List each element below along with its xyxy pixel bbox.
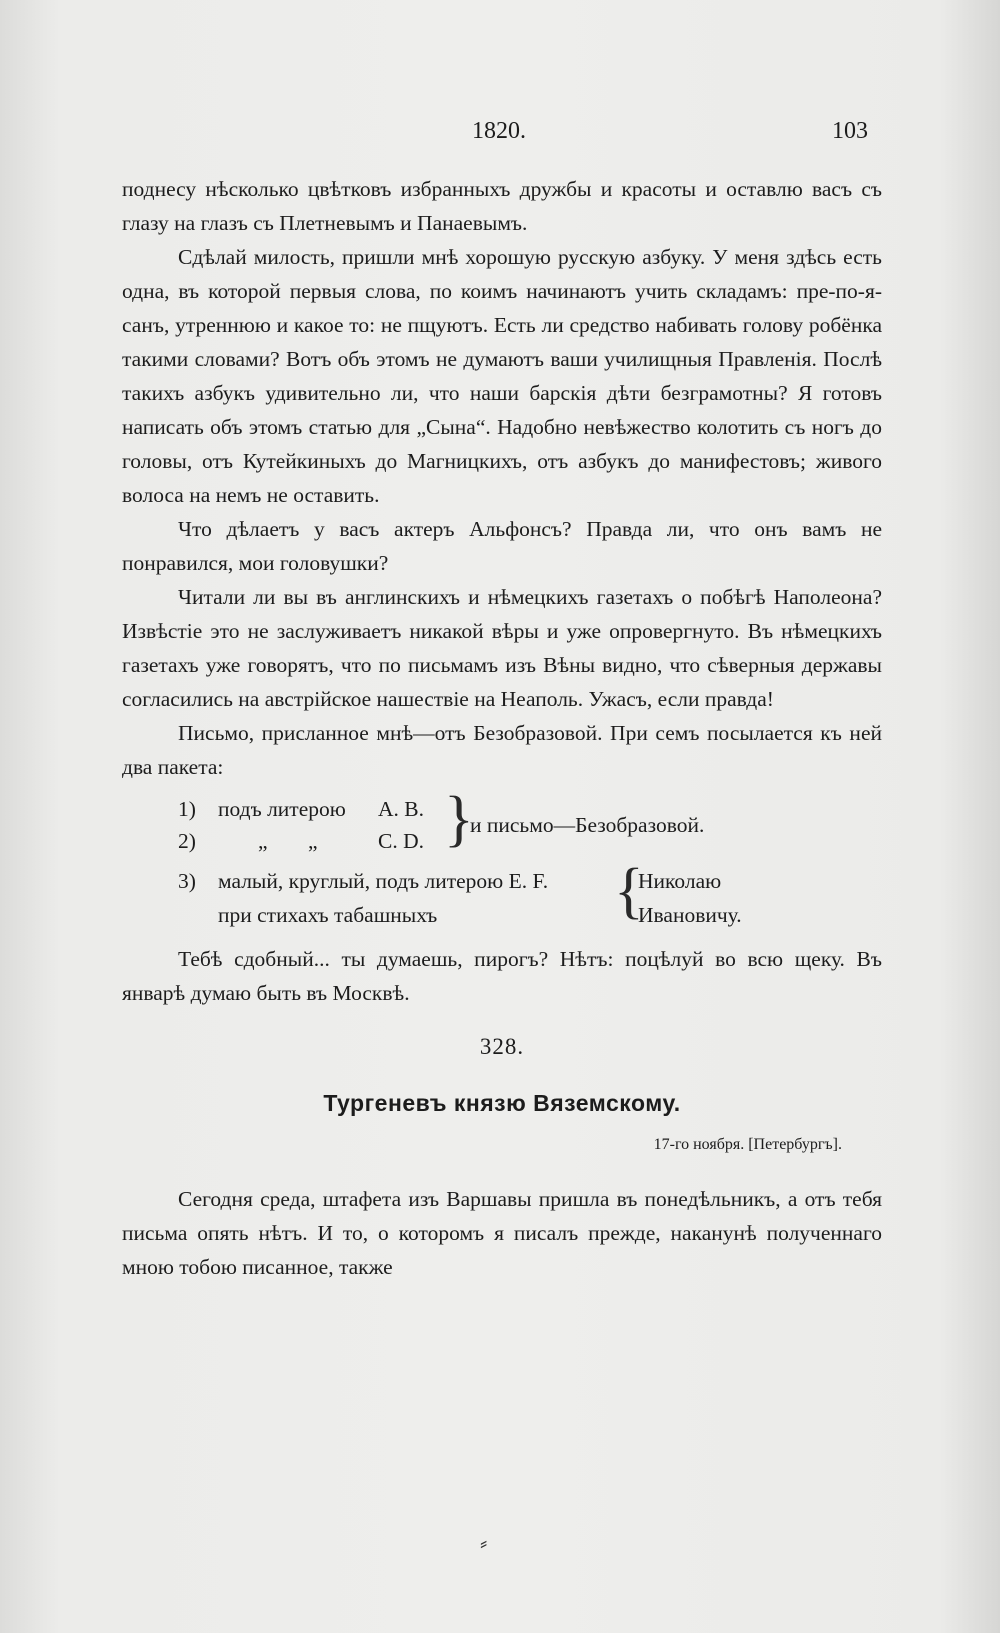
paragraph: Что дѣлаетъ у васъ актеръ Альфонсъ? Правда ли, что онъ вамъ не понравился, мои головушки?	[122, 517, 882, 575]
paragraph: Тебѣ сдобный... ты думаешь, пирогъ? Нѣтъ: поцѣлуй во всю щеку. Въ январѣ думаю быть въ Москвѣ.	[122, 947, 882, 1005]
list-item-text: малый, круглый, подъ литерою Е. F.	[218, 869, 549, 893]
list-item-number: 2)	[178, 829, 196, 853]
letter-number: 328.	[479, 1034, 525, 1059]
paragraph: Письмо, присланное мнѣ—отъ Безобразовой. При семъ посылается къ ней два пакета:	[122, 721, 882, 779]
right-brace-icon: }	[444, 785, 474, 853]
page-body	[122, 172, 882, 1284]
page-number: 103	[832, 118, 868, 144]
running-header	[0, 118, 1000, 158]
letter-dateline: 17-го ноября. [Петербургъ].	[653, 1136, 842, 1153]
paragraph: Сдѣлай милость, пришли мнѣ хорошую русскую азбуку. У меня здѣсь есть одна, въ которой первыя слова, по коимъ начинаютъ учить складамъ: пре-по-я-санъ, утреннюю и какое то: не пщуютъ. Есть ли средство набивать голову робёнка такими словами? Вотъ объ этомъ не думаютъ ваши училищныя Правленія. Послѣ такихъ азбукъ удивительно ли, что наши барскія дѣти безграмотны? Я готовъ написать объ этомъ статью для „Сына“. Надобно невѣжество колотить съ ногъ до головы, отъ Кутейкиныхъ до Магницкихъ, отъ азбукъ до манифестовъ; живого волоса на немъ не оставить.	[122, 245, 882, 507]
paragraph: Сегодня среда, штафета изъ Варшавы пришла въ понедѣльникъ, а отъ тебя письма опять нѣтъ. И то, о которомъ я писалъ прежде, наканунѣ полученнаго мною тобою писанное, также	[122, 1187, 882, 1279]
list-item-code: А. В.	[378, 797, 424, 821]
list-note: Ивановичу.	[638, 903, 742, 927]
running-year: 1820.	[472, 118, 526, 144]
left-brace-icon: {	[614, 857, 644, 925]
paragraph: Читали ли вы въ англинскихъ и нѣмецкихъ газетахъ о побѣгѣ Наполеона? Извѣстіе это не заслуживаетъ никакой вѣры и уже опровергнуто. Въ нѣмецкихъ газетахъ уже говорятъ, что по письмамъ изъ Вѣны видно, что сѣверныя державы согласились на австрійское нашествіе на Неаполь. Ужасъ, если правда!	[122, 585, 882, 711]
list-note: и письмо—Безобразовой.	[470, 813, 705, 837]
list-item-number: 1)	[178, 797, 196, 821]
paragraph: поднесу нѣсколько цвѣтковъ избранныхъ дружбы и красоты и оставлю васъ съ глазу на глазъ съ Плетневымъ и Панаевымъ.	[122, 177, 882, 235]
list-item-text: подъ литерою	[218, 797, 346, 821]
package-list	[122, 785, 882, 942]
ditto-mark: „	[308, 829, 318, 853]
ditto-mark: „	[258, 829, 268, 853]
list-note: Николаю	[638, 869, 722, 893]
list-item-number: 3)	[178, 869, 196, 893]
printer-mark: ⸗	[480, 1530, 488, 1555]
letter-title: Тургеневъ князю Вяземскому.	[323, 1090, 681, 1116]
list-item-text: при стихахъ табашныхъ	[218, 903, 438, 927]
list-item-code: С. D.	[378, 829, 424, 853]
